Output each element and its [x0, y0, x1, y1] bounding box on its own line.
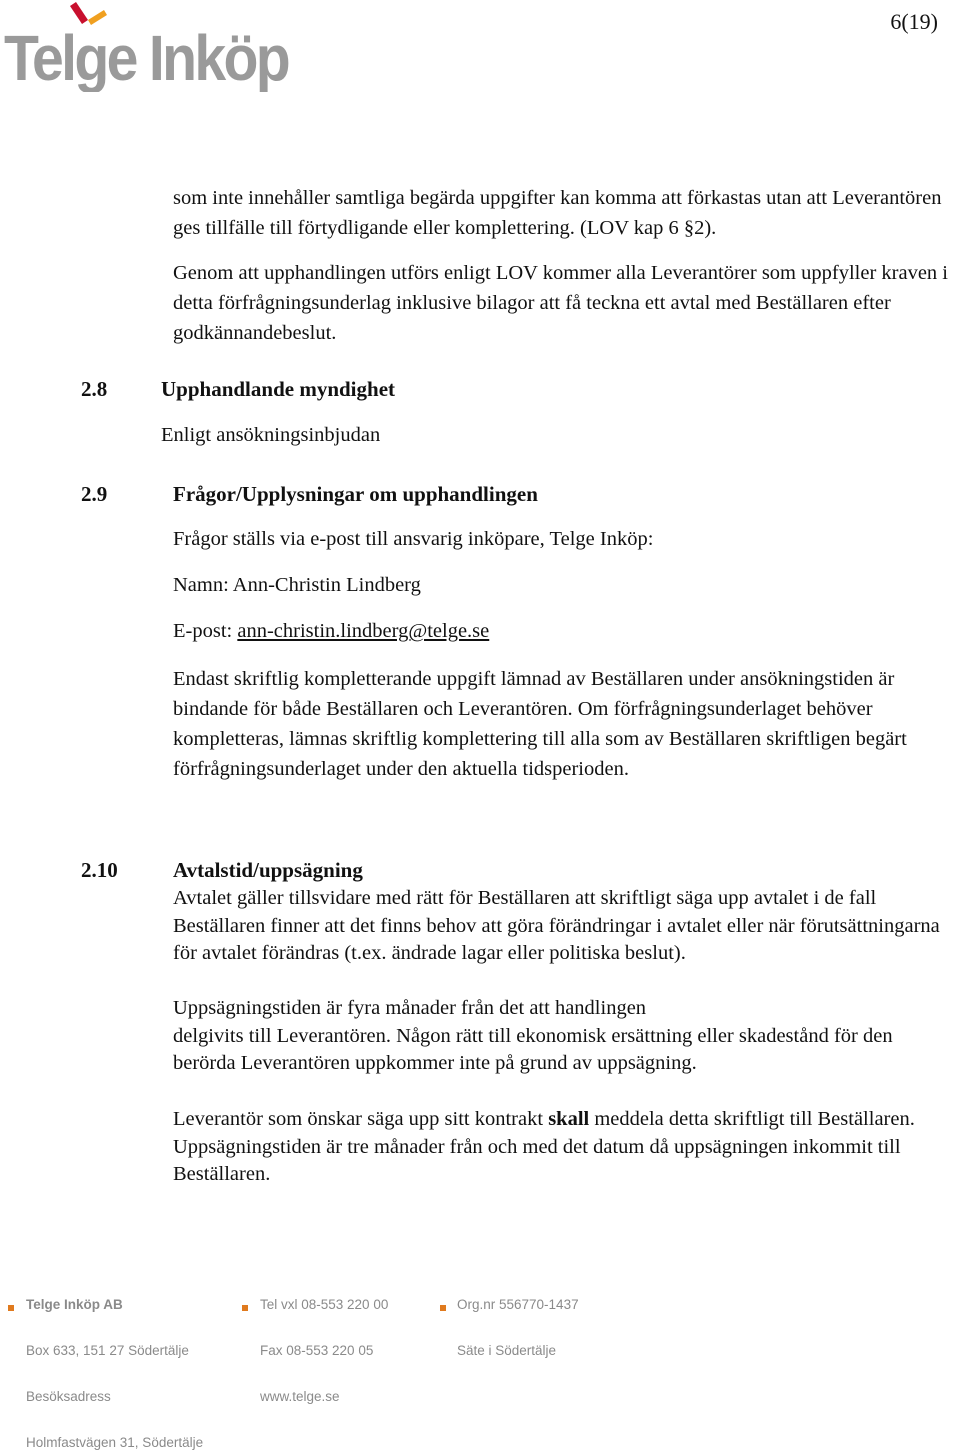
footer-bullet-icon — [8, 1305, 14, 1311]
footer-box: Box 633, 151 27 Södertälje — [26, 1343, 189, 1358]
footer-tel: Tel vxl 08-553 220 00 — [260, 1297, 389, 1312]
intro-paragraph: som inte innehåller samtliga begärda uppgifter kan komma att förkastas utan att Leverantören ges tillfälle till förtydligande eller komplettering. (LOV kap 6 §2). — [173, 187, 942, 239]
footer-seat: Säte i Södertälje — [457, 1343, 557, 1358]
page-number: 6(19) — [890, 9, 938, 34]
section-2-9-title: Frågor/Upplysningar om upphandlingen — [173, 482, 538, 506]
termination-bold: skall — [548, 1108, 590, 1130]
section-2-10-number: 2.10 — [81, 858, 118, 882]
footer-bullet-icon — [242, 1305, 248, 1311]
footer-bullet-icon — [440, 1305, 446, 1311]
section-2-8-text: Enligt ansökningsinbjudan — [161, 424, 381, 446]
contact-email-line — [173, 620, 489, 643]
footer-street: Holmfastvägen 31, Södertälje — [26, 1435, 204, 1450]
footer-fax: Fax 08-553 220 05 — [260, 1343, 374, 1358]
section-2-10-title: Avtalstid/uppsägning — [173, 858, 363, 882]
questions-line: Frågor ställs via e-post till ansvarig inköpare, Telge Inköp: — [173, 528, 654, 550]
section-2-8-title: Upphandlande myndighet — [161, 377, 396, 401]
termination-after: meddela detta skriftligt till Beställaren. Uppsägningstiden är tre månader från och med det datum då uppsägningen inkommit till Beställaren. — [173, 1108, 915, 1185]
termination-before: Leverantör som önskar säga upp sitt kontrakt — [173, 1108, 549, 1130]
notice-rest: delgivits till Leverantören. Någon rätt till ekonomisk ersättning eller skadestånd för den berörda Leverantören uppkommer inte på grund av uppsägning. — [173, 1024, 893, 1074]
footer-web-link[interactable]: www.telge.se — [260, 1389, 340, 1404]
logo-red-stroke — [70, 2, 88, 24]
contact-name: Namn: Ann-Christin Lindberg — [173, 574, 421, 596]
footer-visit-label: Besöksadress — [26, 1389, 111, 1404]
email-link[interactable]: ann-christin.lindberg@telge.se — [237, 620, 490, 642]
footer-company: Telge Inköp AB — [26, 1297, 123, 1312]
section-2-8-number: 2.8 — [81, 377, 108, 401]
email-label: E-post: — [173, 620, 238, 642]
logo-text: Telge Inköp — [4, 22, 289, 92]
section-2-10-paragraph-1: Avtalet gäller tillsvidare med rätt för Beställaren att skriftligt säga upp avtalet i de fall Beställaren finner att det finns behov att göra förändringar i avtalet eller när förutsättningarna för avtalet förändras (t.ex. ändrade lagar eller politiska beslut). — [173, 887, 940, 964]
notice-line-1: Uppsägningstiden är fyra månader från det att handlingen — [173, 997, 647, 1019]
section-2-10-paragraph-3 — [173, 1106, 960, 1189]
footer-org: Org.nr 556770-1437 — [457, 1297, 579, 1312]
lov-paragraph: Genom att upphandlingen utförs enligt LOV kommer alla Leverantörer som uppfyller kraven i detta förfrågningsunderlag inklusive bilagor att få teckna ett avtal med Beställaren efter godkännandebeslut. — [173, 262, 948, 344]
section-2-9-number: 2.9 — [81, 482, 108, 506]
section-2-10-paragraph-2 — [173, 995, 960, 1078]
telge-inkop-logo — [4, 0, 294, 92]
section-2-9-paragraph: Endast skriftlig kompletterande uppgift lämnad av Beställaren under ansökningstiden är bindande för både Beställaren och Leverantören. Om förfrågningsunderlaget behöver kompletteras, lämnas skriftlig komplettering till alla som av Beställaren skriftligen begärt förfrågningsunderlaget under den aktuella tidsperioden. — [173, 668, 907, 780]
